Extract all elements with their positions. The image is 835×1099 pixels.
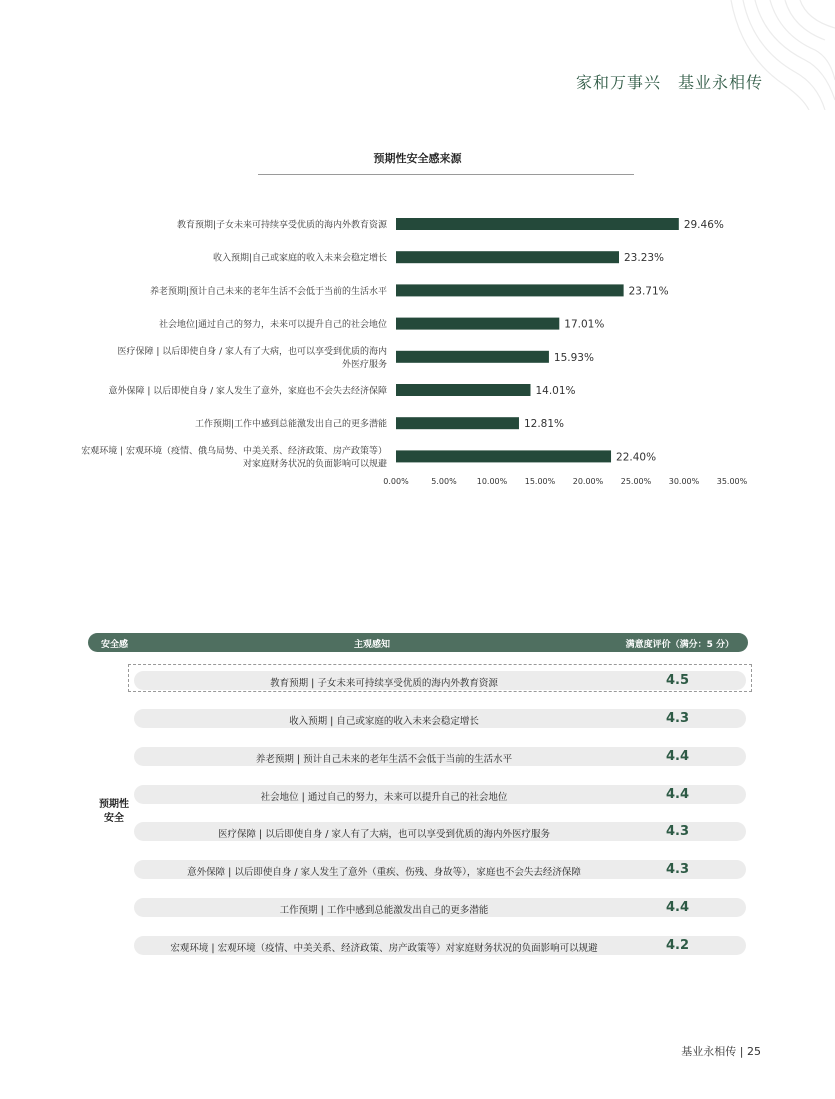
table-row: [134, 860, 746, 879]
row-score: 4.3: [665, 862, 689, 877]
x-tick-label: 20.00%: [572, 477, 604, 486]
table-row: [134, 785, 746, 804]
bar-value-label: 14.01%: [535, 385, 576, 397]
table-row: [134, 671, 746, 690]
row-score: 4.4: [665, 749, 689, 764]
bar-value-label: 12.81%: [523, 418, 565, 431]
category-label: 收入预期|自己或家庭的收入未来会稳定增长: [212, 253, 387, 264]
row-text: 宏观环境 | 宏观环境（疫情、中美关系、经济政策、房产政策等）对家庭财务状况的负面影响可以规避: [170, 943, 598, 954]
table-header: [88, 633, 748, 652]
x-tick-label: 15.00%: [524, 477, 556, 486]
x-tick-label: 30.00%: [668, 477, 700, 486]
chart-title: 预期性安全感来源: [373, 152, 462, 165]
x-tick-label: 10.00%: [476, 477, 508, 486]
category-label: 意外保障 | 以后即使自身 / 家人发生了意外，家庭也不会失去经济保障: [108, 386, 387, 397]
row-score: 4.2: [665, 938, 689, 953]
bar-value-label: 22.40%: [616, 451, 657, 464]
category-label: 社会地位|通过自己的努力，未来可以提升自己的社会地位: [158, 320, 387, 331]
row-text: 养老预期 | 预计自己未来的老年生活不会低于当前的生活水平: [255, 754, 513, 765]
table-row: [134, 936, 746, 955]
bar-value-label: 29.46%: [683, 219, 724, 231]
x-tick-label: 5.00%: [431, 477, 457, 486]
row-text: 教育预期 | 子女未来可持续享受优质的海内外教育资源: [270, 678, 498, 689]
row-group-label-line1: 预期性: [99, 799, 129, 810]
page-header-title: 家和万事兴 基业永相传: [575, 73, 763, 92]
row-text: 意外保障 | 以后即使自身 / 家人发生了意外（重疾、伤残、身故等），家庭也不会失去经济保障: [187, 867, 581, 878]
row-score: 4.5: [665, 673, 689, 688]
category-label: 养老预期|预计自己未来的老年生活不会低于当前的生活水平: [149, 286, 387, 297]
page-footer: 基业永相传 | 25: [681, 1045, 761, 1058]
x-tick-label: 0.00%: [383, 477, 409, 486]
bar: [396, 351, 549, 363]
category-label: 工作预期|工作中感到总能激发出自己的更多潜能: [194, 419, 387, 430]
column-header-score: 满意度评价（满分：5 分）: [625, 640, 734, 650]
bar-value-label: 23.71%: [628, 285, 669, 298]
table-row: [134, 747, 746, 766]
column-header-perception: 主观感知: [354, 640, 391, 650]
bar: [396, 251, 619, 263]
row-group-label: [92, 798, 136, 826]
x-tick-label: 25.00%: [620, 477, 652, 486]
row-score: 4.4: [665, 900, 689, 915]
row-text: 工作预期 | 工作中感到总能激发出自己的更多潜能: [279, 905, 489, 916]
bar-chart: [0, 0, 835, 500]
row-score: 4.4: [665, 787, 689, 802]
bar: [396, 417, 519, 429]
bar-value-label: 15.93%: [553, 351, 594, 364]
category-label: 教育预期|子女未来可持续享受优质的海内外教育资源: [176, 220, 387, 231]
table-row: [134, 822, 746, 841]
category-label: 医疗保障 | 以后即使自身 / 家人有了大病，也可以享受到优质的海内: [117, 346, 387, 357]
bar: [396, 384, 530, 396]
table-row: [134, 898, 746, 917]
column-header-sense: 安全感: [101, 640, 129, 650]
bar-value-label: 17.01%: [564, 318, 605, 331]
table-row: [134, 709, 746, 728]
row-score: 4.3: [665, 711, 689, 726]
bar: [396, 284, 624, 296]
row-group-label-line2: 安全: [104, 813, 124, 824]
row-text: 医疗保障 | 以后即使自身 / 家人有了大病，也可以享受到优质的海内外医疗服务: [218, 829, 550, 840]
x-tick-label: 35.00%: [716, 477, 748, 486]
category-label: 外医疗服务: [341, 359, 387, 370]
category-label: 宏观环境 | 宏观环境（疫情、俄乌局势、中美关系、经济政策、房产政策等）: [81, 446, 387, 457]
row-text: 收入预期 | 自己或家庭的收入未来会稳定增长: [289, 716, 479, 727]
category-label: 对家庭财务状况的负面影响可以规避: [242, 459, 387, 470]
row-score: 4.3: [665, 824, 689, 839]
bar: [396, 450, 611, 462]
row-text: 社会地位 | 通过自己的努力，未来可以提升自己的社会地位: [260, 792, 508, 803]
bar: [396, 218, 679, 230]
bar-value-label: 23.23%: [624, 252, 665, 265]
bar: [396, 318, 559, 330]
